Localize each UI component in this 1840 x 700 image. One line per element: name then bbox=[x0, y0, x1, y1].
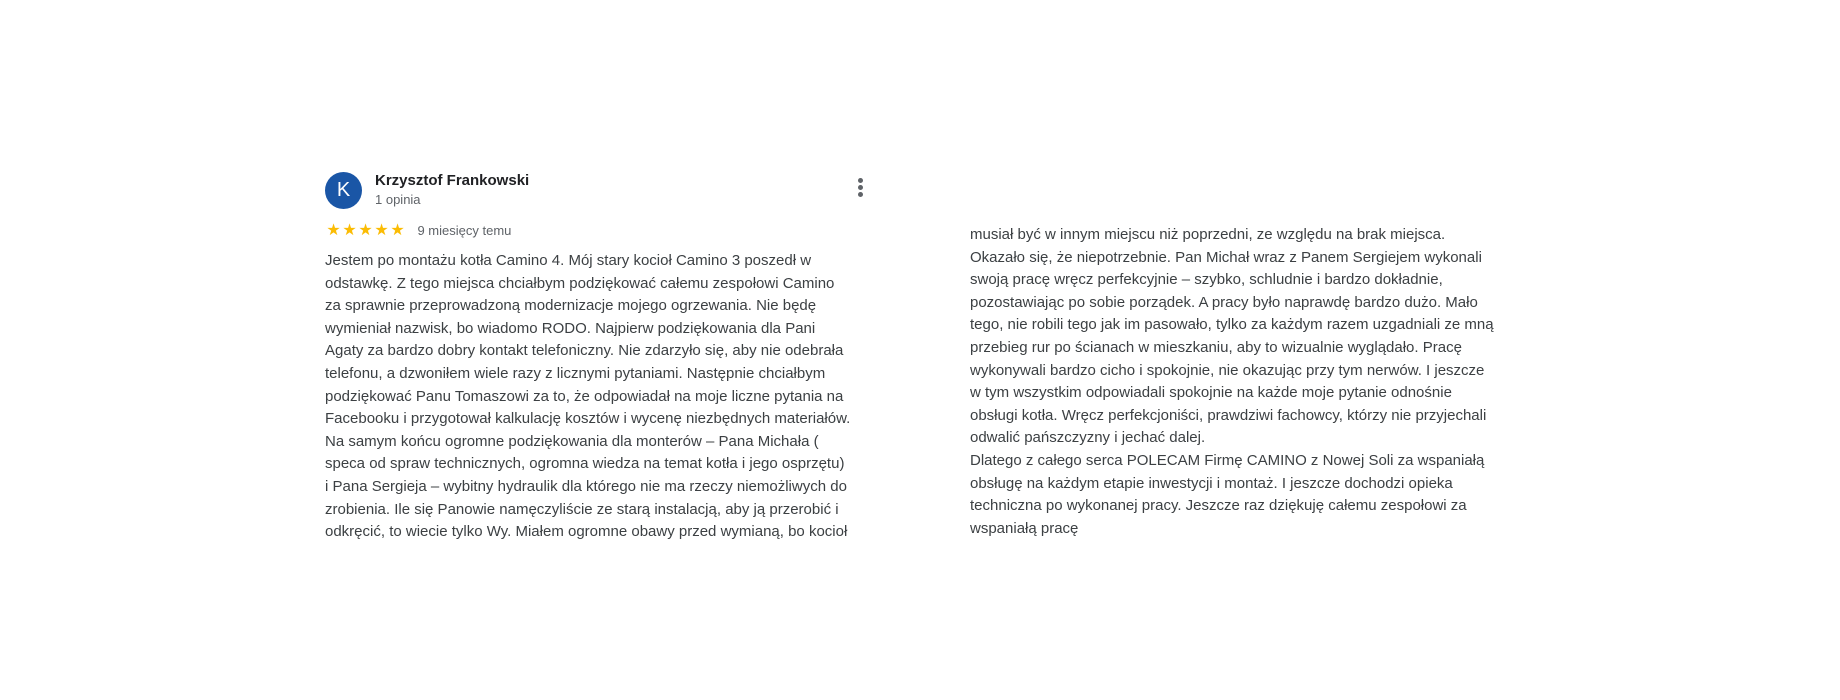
review-text-line: Agaty za bardzo dobry kontakt telefoniczny. Nie zdarzyło się, aby nie odebrała bbox=[325, 342, 844, 360]
review-text-line: obsługę na każdym etapie inwestycji i montaż. I jeszcze dochodzi opieka bbox=[970, 474, 1453, 492]
review-text-line: Dlatego z całego serca POLECAM Firmę CAMINO z Nowej Soli za wspaniałą bbox=[970, 451, 1485, 469]
more-dot bbox=[858, 192, 863, 197]
review-date: 9 miesięcy temu bbox=[417, 222, 512, 238]
author-review-count: 1 opinia bbox=[375, 192, 421, 207]
review-text-line: tego, nie robili tego jak im pasowało, tylko za każdym razem uzgadniali ze mną bbox=[970, 316, 1494, 334]
review-text-line: przebieg rur po ścianach w mieszkaniu, aby to wizualnie wyglądało. Pracę bbox=[970, 338, 1462, 356]
review-text-line: za sprawnie przeprowadzoną modernizacje mojego ogrzewania. Nie będę bbox=[325, 297, 817, 315]
review-text-line: pozostawiając po sobie porządek. A pracy było naprawdę bardzo dużo. Mało bbox=[970, 293, 1478, 311]
star-rating bbox=[325, 220, 405, 240]
review-text-line: i Pana Sergieja – wybitny hydraulik dla którego nie ma rzeczy niemożliwych do bbox=[325, 477, 847, 495]
star-icon: ★ bbox=[390, 222, 404, 239]
review-text-line: swoją pracę wręcz perfekcyjnie – szybko, schludnie i bardzo dokładnie, bbox=[970, 271, 1443, 289]
review-text bbox=[325, 250, 890, 542]
review-text-line: podziękować Panu Tomaszowi za to, że odpowiadał na moje liczne pytania na bbox=[325, 387, 844, 405]
review-text-line: speca od spraw technicznych, ogromna wiedza na temat kotła i jego osprzętu) bbox=[325, 455, 845, 473]
star-icon: ★ bbox=[342, 222, 356, 239]
avatar[interactable]: K bbox=[325, 172, 362, 209]
review-text-continued bbox=[970, 224, 1570, 540]
review-text-line: Facebooku i przygotował kalkulację kosztów i wycenę niezbędnych materiałów. bbox=[325, 410, 851, 428]
review-text-line: Okazało się, że niepotrzebnie. Pan Michał wraz z Panem Sergiejem wykonali bbox=[970, 248, 1482, 266]
more-dot bbox=[858, 185, 863, 190]
review-text-line: telefonu, a dzwoniłem wiele razy z licznymi pytaniami. Następnie chciałbym bbox=[325, 364, 826, 382]
review-text-line: odkręcić, to wiecie tylko Wy. Miałem ogromne obawy przed wymianą, bo kocioł bbox=[325, 523, 848, 541]
review-text-line: odwalić pańszczyzny i jechać dalej. bbox=[970, 429, 1206, 447]
review-text-line: wykonywali bardzo cicho i spokojnie, nie okazując przy tym nerwów. I jeszcze bbox=[970, 361, 1485, 379]
review-text-line: wymieniał nazwisk, bo wiadomo RODO. Najpierw podziękowania dla Pani bbox=[325, 319, 816, 337]
review-text-line: wspaniałą pracę bbox=[970, 519, 1079, 537]
review-text-line: Jestem po montażu kotła Camino 4. Mój stary kocioł Camino 3 poszedł w bbox=[325, 252, 812, 269]
review-card bbox=[325, 170, 885, 541]
review-text-line: obsługi kotła. Wręcz perfekcjoniści, prawdziwi fachowcy, którzy nie przyjechali bbox=[970, 406, 1487, 424]
star-icon: ★ bbox=[326, 222, 340, 239]
review-text-line: w tym wszystkim odpowiadali spokojnie na każde moje pytanie odnośnie bbox=[970, 384, 1452, 402]
star-icon: ★ bbox=[374, 222, 388, 239]
rating-row bbox=[325, 220, 511, 238]
review-text-line: musiał być w innym miejscu niż poprzedni, ze względu na brak miejsca. bbox=[970, 226, 1446, 243]
review-text-line: zrobienia. Ile się Panowie namęczyliście ze starą instalacją, aby ją przerobić i bbox=[325, 500, 839, 518]
review-header bbox=[325, 170, 885, 212]
more-vert-icon[interactable] bbox=[853, 176, 867, 202]
more-dot bbox=[858, 178, 863, 183]
review-text-line: techniczna po wykonanej pracy. Jeszcze raz dziękuję całemu zespołowi za bbox=[970, 497, 1467, 515]
review-text-line: Na samym końcu ogromne podziękowania dla monterów – Pana Michała ( bbox=[325, 432, 819, 450]
author-name[interactable]: Krzysztof Frankowski bbox=[375, 172, 530, 189]
review-text-line: odstawkę. Z tego miejsca chciałbym podziękować całemu zespołowi Camino bbox=[325, 274, 835, 292]
star-icon: ★ bbox=[358, 222, 372, 239]
